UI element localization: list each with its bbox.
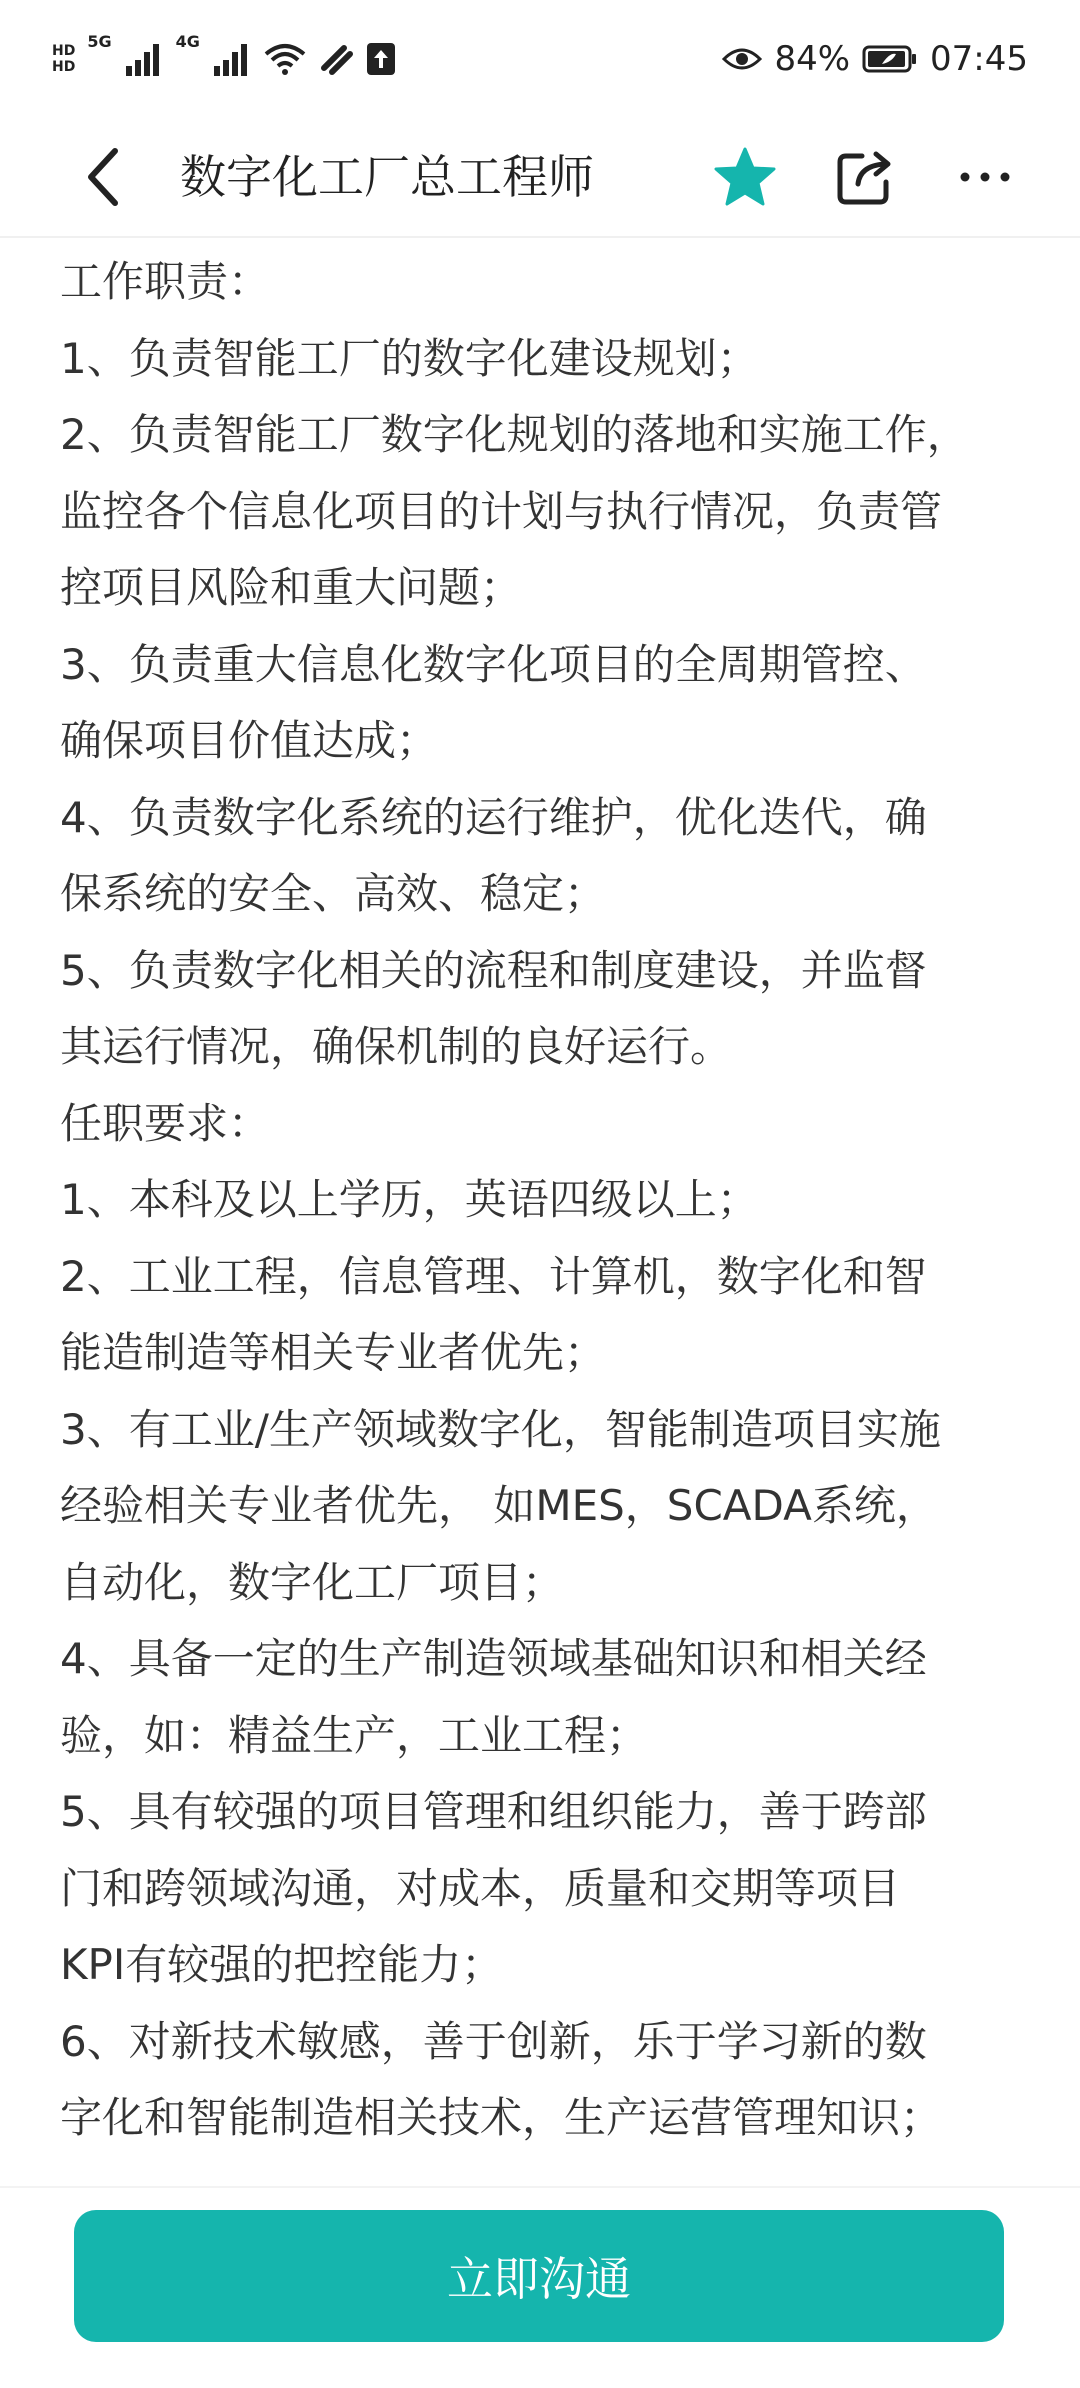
status-left — [52, 32, 396, 76]
content-line: 监控各个信息化项目的计划与执行情况，负责管 — [60, 486, 943, 536]
content-line: 6、对新技术敏感，善于创新，乐于学习新的数 — [60, 2016, 927, 2066]
signal-icon — [124, 42, 164, 76]
back-button[interactable] — [58, 132, 148, 222]
battery-percent: 84% — [774, 39, 851, 79]
content-line: 3、负责重大信息化数字化项目的全周期管控、 — [60, 639, 927, 689]
content-line: 4、负责数字化系统的运行维护，优化迭代，确 — [60, 792, 927, 842]
back-arrow-icon — [83, 147, 123, 207]
content-line: 门和跨领域沟通，对成本，质量和交期等项目 — [60, 1863, 901, 1913]
signal-icon — [212, 42, 252, 76]
section-heading-duties: 工作职责： — [60, 257, 271, 306]
share-button[interactable] — [820, 132, 910, 222]
wifi-icon — [264, 42, 306, 76]
content-line: 4、具备一定的生产制造领域基础知识和相关经 — [60, 1634, 927, 1683]
top-bar — [0, 118, 1080, 236]
chat-now-button[interactable]: 立即沟通 — [74, 2210, 1004, 2342]
content-line: 自动化，数字化工厂项目； — [60, 1557, 565, 1607]
more-icon — [959, 171, 1011, 183]
eye-icon — [722, 45, 762, 73]
content-line: 能造制造等相关专业者优先； — [60, 1328, 607, 1377]
battery-icon — [862, 44, 918, 74]
hd-tag-bottom: HD — [52, 59, 76, 75]
more-button[interactable] — [940, 132, 1030, 222]
job-description — [60, 244, 1030, 2157]
content-line: 经验相关专业者优先， 如MES，SCADA系统， — [60, 1481, 938, 1530]
status-bar — [0, 0, 1080, 118]
share-icon — [836, 148, 894, 206]
clock-time: 07:45 — [930, 39, 1028, 79]
content-line: 验，如：精益生产，工业工程； — [60, 1710, 649, 1760]
network-4g-label: 4G — [175, 32, 200, 51]
content-line: 5、负责数字化相关的流程和制度建设，并监督 — [60, 945, 927, 995]
page-title: 数字化工厂总工程师 — [180, 150, 594, 204]
content-line: 1、负责智能工厂的数字化建设规划； — [60, 333, 759, 383]
header-divider — [0, 236, 1080, 238]
content-line: 保系统的安全、高效、稳定； — [60, 869, 607, 918]
content-line: 确保项目价值达成； — [60, 716, 439, 765]
section-heading-requirements: 任职要求： — [60, 1098, 271, 1148]
content-line: 3、有工业/生产领域数字化，智能制造项目实施 — [60, 1404, 941, 1454]
favorite-button[interactable] — [700, 132, 790, 222]
content-line: KPI有较强的把控能力； — [60, 1940, 504, 1989]
content-line: 其运行情况，确保机制的良好运行。 — [60, 1022, 733, 1071]
content-line: 字化和智能制造相关技术，生产运营管理知识； — [60, 2093, 943, 2142]
content-line: 1、本科及以上学历，英语四级以上； — [60, 1175, 759, 1224]
content-line: 2、负责智能工厂数字化规划的落地和实施工作， — [60, 410, 969, 459]
status-right — [722, 39, 1028, 79]
content-line: 控项目风险和重大问题； — [60, 563, 523, 612]
hd-tag — [52, 44, 75, 74]
content-line: 5、具有较强的项目管理和组织能力，善于跨部 — [60, 1787, 927, 1836]
content-line: 2、工业工程，信息管理、计算机，数字化和智 — [60, 1251, 927, 1301]
bottom-divider — [0, 2186, 1080, 2188]
star-icon — [713, 146, 777, 208]
link-icon — [318, 42, 354, 76]
network-5g-label: 5G — [87, 32, 112, 51]
hd-tag-top: HD — [52, 43, 76, 59]
upload-icon — [366, 42, 396, 76]
